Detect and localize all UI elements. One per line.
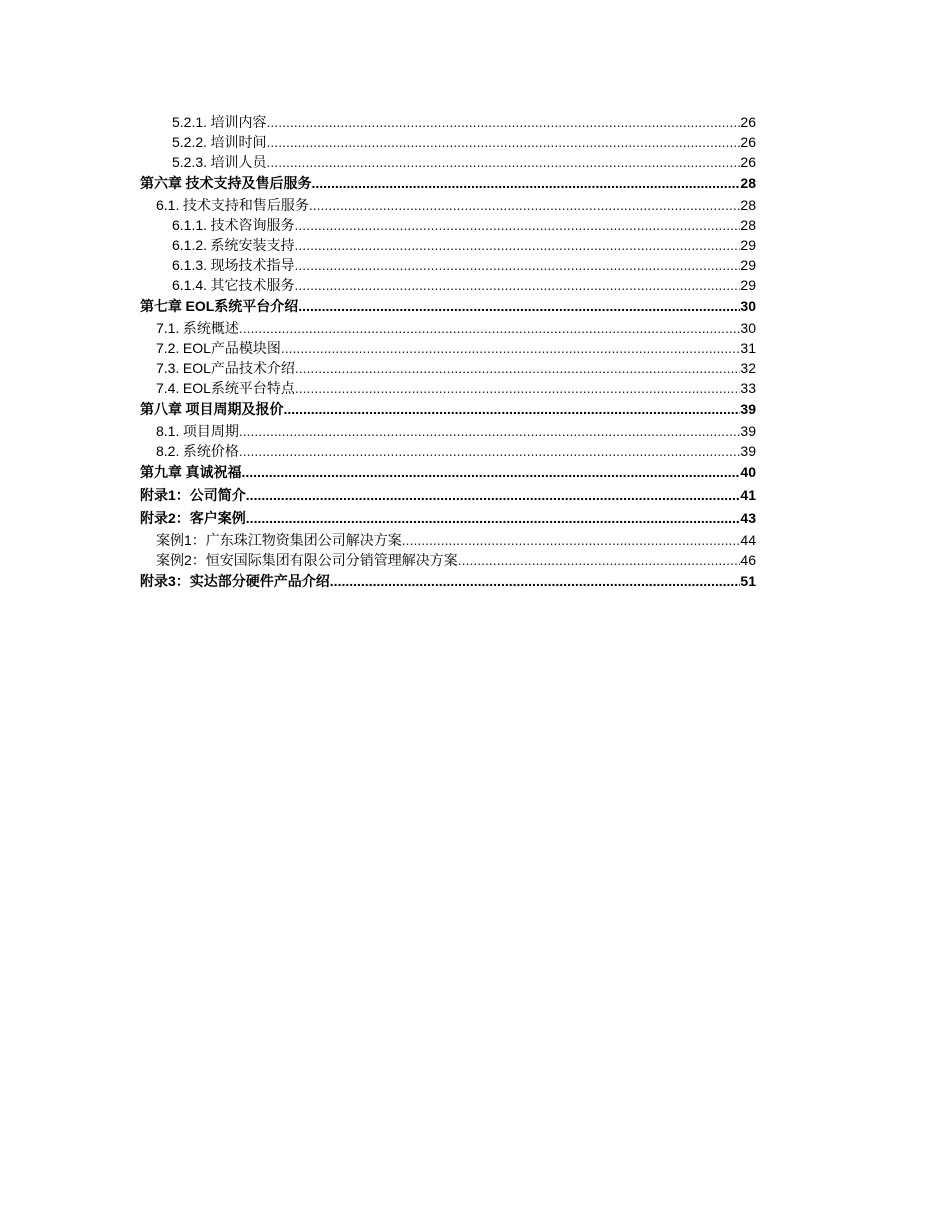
- toc-entry[interactable]: [140, 132, 756, 152]
- toc-entry-title: [156, 421, 239, 441]
- toc-dot-leader: [284, 398, 741, 421]
- toc-entry-title: [140, 461, 242, 484]
- toc-entry-text: 真诚祝福: [185, 464, 242, 480]
- toc-entry-text: 系统价格: [182, 443, 239, 459]
- toc-dot-leader: [312, 172, 741, 195]
- toc-entry-number: 7.1.: [156, 320, 180, 336]
- toc-dot-leader: [458, 550, 741, 570]
- toc-entry-text: 项目周期: [182, 423, 239, 439]
- toc-dot-leader: [281, 338, 741, 358]
- toc-entry-title: [172, 235, 295, 255]
- toc-entry-title: [140, 398, 284, 421]
- toc-entry-title: [156, 441, 239, 461]
- toc-entry[interactable]: [140, 398, 756, 421]
- toc-entry-number: 7.4.: [156, 380, 180, 396]
- toc-entry-text: 现场技术指导: [210, 257, 295, 273]
- toc-entry-title: [156, 358, 295, 378]
- toc-dot-leader: [239, 441, 741, 461]
- toc-entry-number: 第七章: [140, 298, 182, 314]
- toc-entry[interactable]: [140, 338, 756, 358]
- toc-entry[interactable]: [140, 358, 756, 378]
- toc-entry-text: 培训内容: [210, 114, 267, 130]
- toc-entry-page: 46: [740, 552, 756, 568]
- toc-entry-text: 附录2：客户案例: [140, 510, 246, 526]
- toc-dot-leader: [267, 112, 741, 132]
- toc-entry-page: 51: [740, 573, 756, 589]
- toc-entry-text: EOL系统平台介绍: [185, 298, 299, 314]
- toc-entry-page: 28: [740, 175, 756, 191]
- toc-dot-leader: [246, 484, 741, 507]
- toc-entry-page: 43: [740, 510, 756, 526]
- toc-entry-page: 31: [740, 340, 756, 356]
- toc-entry-text: EOL产品模块图: [182, 340, 281, 356]
- toc-entry[interactable]: [140, 484, 756, 507]
- toc-entry-text: 培训时间: [210, 134, 267, 150]
- toc-entry[interactable]: [140, 255, 756, 275]
- toc-entry[interactable]: [140, 235, 756, 255]
- toc-entry[interactable]: [140, 550, 756, 570]
- toc-dot-leader: [295, 255, 741, 275]
- toc-entry-text: 附录1：公司简介: [140, 487, 246, 503]
- toc-dot-leader: [267, 152, 741, 172]
- toc-entry-number: 6.1.: [156, 197, 180, 213]
- toc-entry[interactable]: [140, 275, 756, 295]
- toc-entry-page: 29: [740, 277, 756, 293]
- toc-entry-page: 26: [740, 114, 756, 130]
- toc-entry-title: [172, 152, 267, 172]
- toc-entry-text: 附录3：实达部分硬件产品介绍: [140, 573, 330, 589]
- toc-entry-page: 33: [740, 380, 756, 396]
- toc-entry[interactable]: [140, 295, 756, 318]
- toc-entry-text: EOL产品技术介绍: [182, 360, 295, 376]
- toc-entry-text: 技术支持和售后服务: [182, 197, 309, 213]
- toc-entry[interactable]: [140, 378, 756, 398]
- toc-entry-number: 7.2.: [156, 340, 180, 356]
- toc-entry-title: [172, 255, 295, 275]
- toc-entry[interactable]: [140, 112, 756, 132]
- toc-entry[interactable]: [140, 318, 756, 338]
- toc-entry-text: 技术咨询服务: [210, 217, 295, 233]
- toc-entry[interactable]: [140, 215, 756, 235]
- toc-dot-leader: [295, 358, 741, 378]
- toc-entry-text: 系统概述: [182, 320, 239, 336]
- toc-entry-page: 26: [740, 134, 756, 150]
- toc-entry-text: 案例1：广东珠江物资集团公司解决方案: [156, 532, 402, 548]
- toc-entry-title: [156, 195, 309, 215]
- toc-entry-page: 40: [740, 464, 756, 480]
- toc-dot-leader: [402, 530, 741, 550]
- toc-entry-number: 第八章: [140, 401, 182, 417]
- toc-entry-text: EOL系统平台特点: [182, 380, 295, 396]
- toc-entry-number: 第六章: [140, 175, 182, 191]
- toc-entry[interactable]: [140, 421, 756, 441]
- toc-entry-page: 39: [740, 401, 756, 417]
- toc-entry-title: [156, 338, 281, 358]
- toc-entry-text: 系统安装支持: [210, 237, 295, 253]
- toc-entry-number: 5.2.2.: [172, 134, 208, 150]
- toc-dot-leader: [330, 570, 741, 593]
- toc-dot-leader: [298, 295, 740, 318]
- toc-dot-leader: [246, 507, 741, 530]
- toc-entry[interactable]: [140, 570, 756, 593]
- toc-entry-number: 8.2.: [156, 443, 180, 459]
- toc-entry-title: [172, 112, 267, 132]
- toc-entry-number: 5.2.3.: [172, 154, 208, 170]
- table-of-contents: [140, 112, 756, 593]
- toc-entry-number: 5.2.1.: [172, 114, 208, 130]
- toc-entry-title: [172, 275, 295, 295]
- toc-entry-title: [156, 550, 458, 570]
- toc-entry[interactable]: [140, 507, 756, 530]
- toc-entry-page: 28: [740, 217, 756, 233]
- toc-entry-number: 6.1.3.: [172, 257, 208, 273]
- toc-entry-page: 41: [740, 487, 756, 503]
- toc-entry[interactable]: [140, 441, 756, 461]
- toc-entry[interactable]: [140, 461, 756, 484]
- toc-entry-page: 39: [740, 423, 756, 439]
- toc-dot-leader: [239, 318, 741, 338]
- toc-entry-page: 39: [740, 443, 756, 459]
- toc-entry-title: [140, 507, 246, 530]
- toc-entry-page: 44: [740, 532, 756, 548]
- toc-entry-page: 30: [740, 298, 756, 314]
- toc-entry-text: 项目周期及报价: [185, 401, 284, 417]
- toc-entry-title: [140, 172, 312, 195]
- toc-entry-title: [140, 570, 330, 593]
- toc-entry-title: [156, 318, 239, 338]
- toc-entry-text: 其它技术服务: [210, 277, 295, 293]
- toc-dot-leader: [239, 421, 741, 441]
- toc-entry-text: 培训人员: [210, 154, 267, 170]
- toc-entry-text: 技术支持及售后服务: [185, 175, 312, 191]
- toc-entry-page: 29: [740, 237, 756, 253]
- toc-entry[interactable]: [140, 172, 756, 195]
- toc-entry[interactable]: [140, 530, 756, 550]
- toc-entry-title: [140, 295, 298, 318]
- toc-dot-leader: [295, 378, 741, 398]
- toc-dot-leader: [295, 235, 741, 255]
- toc-entry[interactable]: [140, 152, 756, 172]
- toc-entry-title: [140, 484, 246, 507]
- toc-entry-page: 30: [740, 320, 756, 336]
- toc-entry-number: 6.1.2.: [172, 237, 208, 253]
- toc-entry-page: 26: [740, 154, 756, 170]
- toc-entry-page: 28: [740, 197, 756, 213]
- toc-entry-page: 32: [740, 360, 756, 376]
- toc-entry[interactable]: [140, 195, 756, 215]
- toc-dot-leader: [242, 461, 741, 484]
- toc-dot-leader: [295, 215, 741, 235]
- toc-entry-title: [156, 530, 402, 550]
- toc-entry-title: [156, 378, 295, 398]
- toc-entry-page: 29: [740, 257, 756, 273]
- toc-entry-number: 6.1.4.: [172, 277, 208, 293]
- toc-entry-number: 第九章: [140, 464, 182, 480]
- toc-entry-number: 8.1.: [156, 423, 180, 439]
- toc-dot-leader: [309, 195, 741, 215]
- toc-entry-text: 案例2：恒安国际集团有限公司分销管理解决方案: [156, 552, 458, 568]
- toc-entry-number: 7.3.: [156, 360, 180, 376]
- toc-entry-title: [172, 215, 295, 235]
- toc-entry-number: 6.1.1.: [172, 217, 208, 233]
- toc-entry-title: [172, 132, 267, 152]
- toc-dot-leader: [295, 275, 741, 295]
- toc-dot-leader: [267, 132, 741, 152]
